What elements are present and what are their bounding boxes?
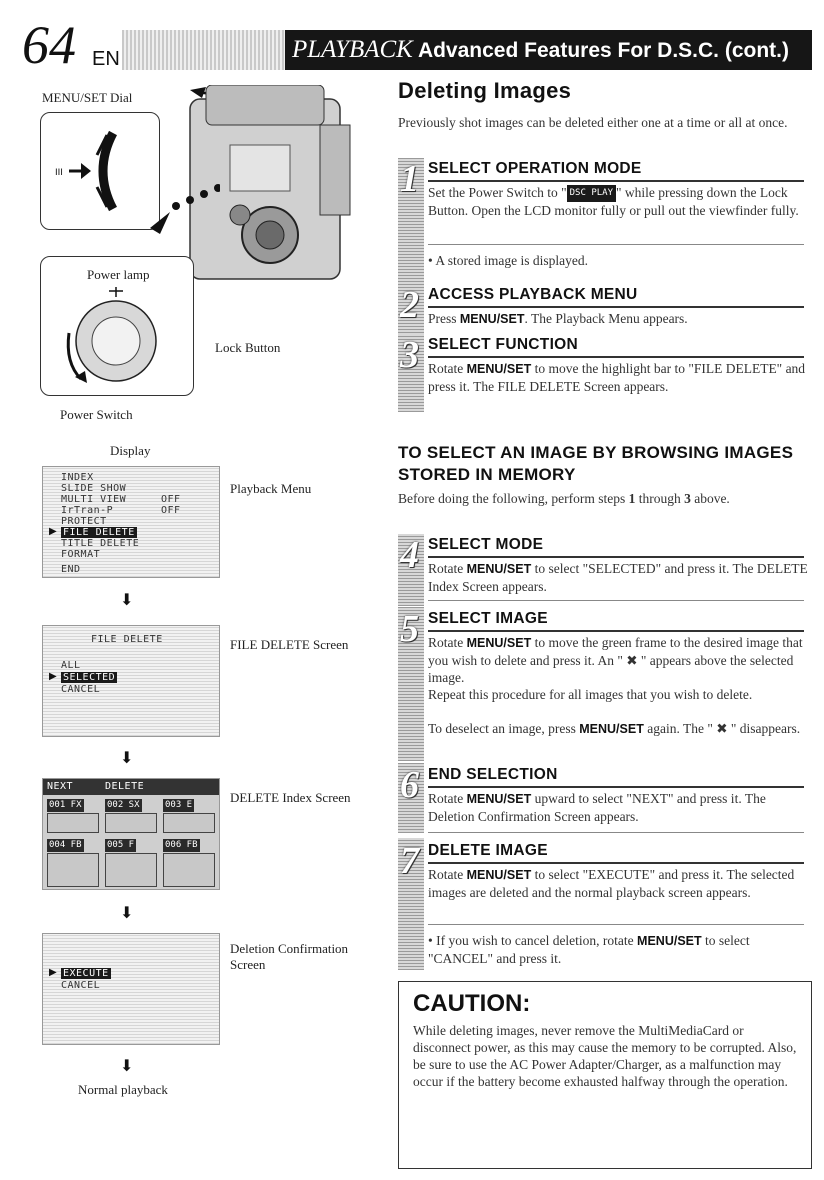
menu-item: PROTECT [61,516,107,527]
caution-box [398,981,812,1169]
power-switch-box [40,256,194,396]
step-body: Rotate MENU/SET upward to select "NEXT" and press it. The Deletion Confirmation Screen appears. [428,791,766,824]
step-heading: SELECT FUNCTION [428,336,579,353]
step-number: 3 [400,334,419,376]
page-number: 64 [22,15,76,75]
menu-item-highlighted: SELECTED [63,672,116,683]
language-label: EN [92,48,120,70]
step-rule [428,862,804,864]
playback-menu-screen [42,466,220,578]
thumb-label: 004 FB [49,840,82,850]
image-thumbnail [163,853,215,887]
step-divider [428,832,804,833]
step-rule [428,356,804,358]
step-number: 7 [400,840,419,882]
menu-item: CANCEL [61,684,101,695]
step-body: Rotate MENU/SET to move the green frame to the desired image that you wish to delete and press it. An " ✖ " appears above the selected image. [428,635,803,685]
power-switch-icon [51,283,181,393]
caution-text: While deleting images, never remove the MultiMediaCard or disconnect power, as this may cause the memory to be corrupted. Also, be sure to use the AC Power Adapter/Charger, as a malfunction may occur if the battery become exhausted halfway through the operation. [413,1023,797,1089]
file-delete-caption: FILE DELETE Screen [230,637,349,652]
image-thumbnail [47,853,99,887]
menu-set-dial-label: MENU/SET Dial [42,90,133,105]
display-label: Display [110,443,151,458]
step-heading: DELETE IMAGE [428,842,548,859]
step-number: 2 [400,284,419,326]
delete-index-screen [42,778,220,890]
delete-label: DELETE [105,781,145,792]
step-number: 5 [400,608,419,650]
step-body: Rotate MENU/SET to select "EXECUTE" and press it. The selected images are deleted and the normal playback screen appears. [428,867,795,900]
section-title: Deleting Images [398,78,572,103]
step-divider [428,244,804,245]
step-heading: SELECT MODE [428,536,544,553]
menu-item: ALL [61,660,81,671]
step-body-extra: Repeat this procedure for all images that you wish to delete. [428,687,753,702]
delete-index-caption: DELETE Index Screen [230,790,351,805]
dot-arrow-icon [140,178,220,238]
svg-text:III: III [55,168,63,178]
title-playback: PLAYBACK [292,36,413,63]
lock-button-label: Lock Button [215,340,281,355]
step-rule [428,630,804,632]
menu-item: TITLE DELETE [61,538,140,549]
file-delete-screen [42,625,220,737]
menu-item: CANCEL [61,980,101,991]
image-thumbnail [163,813,215,833]
image-thumbnail [105,813,157,833]
step-note: • A stored image is displayed. [428,253,588,268]
down-arrow-icon: ⬇ [120,1058,134,1075]
step-heading: END SELECTION [428,766,558,783]
title-rest: Advanced Features For D.S.C. (cont.) [417,39,789,62]
down-arrow-icon: ⬇ [120,905,134,922]
step-body: Rotate MENU/SET to select "SELECTED" and press it. The DELETE Index Screen appears. [428,561,808,594]
intro-text: Previously shot images can be deleted either one at a time or all at once. [398,115,788,130]
step-divider [428,924,804,925]
step-heading: SELECT OPERATION MODE [428,160,642,177]
step-body-extra: To deselect an image, press MENU/SET again. The " ✖ " disappears. [428,721,801,736]
normal-playback-label: Normal playback [78,1082,168,1097]
down-arrow-icon: ⬇ [120,750,134,767]
menu-item: END [61,564,81,575]
pointer-icon: ▶ [49,526,57,537]
image-thumbnail [47,813,99,833]
menu-item: MULTI VIEW [61,494,127,505]
thumb-label: 002 SX [107,800,140,810]
thumb-label: 005 F [107,840,135,850]
thumb-label: 003 E [165,800,193,810]
step-note: • If you wish to cancel deletion, rotate MENU/SET to select "CANCEL" and press it. [428,933,750,966]
deletion-confirm-caption: Deletion Confirmation Screen [230,941,349,972]
image-thumbnail [105,853,157,887]
step-body: Press MENU/SET. The Playback Menu appears. [428,311,688,326]
menu-value: OFF [161,494,181,505]
dsc-play-tag: DSC PLAY [567,185,616,202]
caution-title: CAUTION: [413,990,531,1017]
power-lamp-label: Power lamp [87,267,150,282]
step-number: 6 [400,764,419,806]
step-rule [428,786,804,788]
step-number: 1 [400,158,419,200]
step-rule [428,306,804,308]
step-body: Rotate MENU/SET to move the highlight bar to "FILE DELETE" and press it. The FILE DELETE Screen appears. [428,361,806,394]
playback-menu-caption: Playback Menu [230,481,312,496]
thumb-label: 001 FX [49,800,82,810]
deletion-confirm-screen [42,933,220,1045]
menu-item: FORMAT [61,549,101,560]
menu-item: SLIDE SHOW [61,483,127,494]
menu-item-highlighted: EXECUTE [63,968,109,979]
down-arrow-icon: ⬇ [120,592,134,609]
menu-item-highlighted: FILE DELETE [63,527,135,538]
step-body: Set the Power Switch to " DSC PLAY " while pressing down the Lock Button. Open the LCD monitor fully or pull out the viewfinder fully. [428,185,799,219]
step-rule [428,180,804,182]
menu-item: INDEX [61,472,94,483]
power-switch-label: Power Switch [60,407,133,422]
step-heading: ACCESS PLAYBACK MENU [428,286,638,303]
step-divider [428,600,804,601]
pointer-icon: ▶ [49,967,57,978]
menu-item: IrTran-P [61,505,114,516]
step-number: 4 [400,534,419,576]
browse-intro: Before doing the following, perform steps 1 through 3 above. [398,491,730,506]
browse-title: TO SELECT AN IMAGE BY BROWSING IMAGES STORED IN MEMORY [398,443,794,484]
next-label: NEXT [47,781,74,792]
pointer-icon: ▶ [49,671,57,682]
page-title [292,30,808,70]
thumb-label: 006 FB [165,840,198,850]
step-rule [428,556,804,558]
menu-value: OFF [161,505,181,516]
step-heading: SELECT IMAGE [428,610,548,627]
screen-title: FILE DELETE [91,634,163,645]
